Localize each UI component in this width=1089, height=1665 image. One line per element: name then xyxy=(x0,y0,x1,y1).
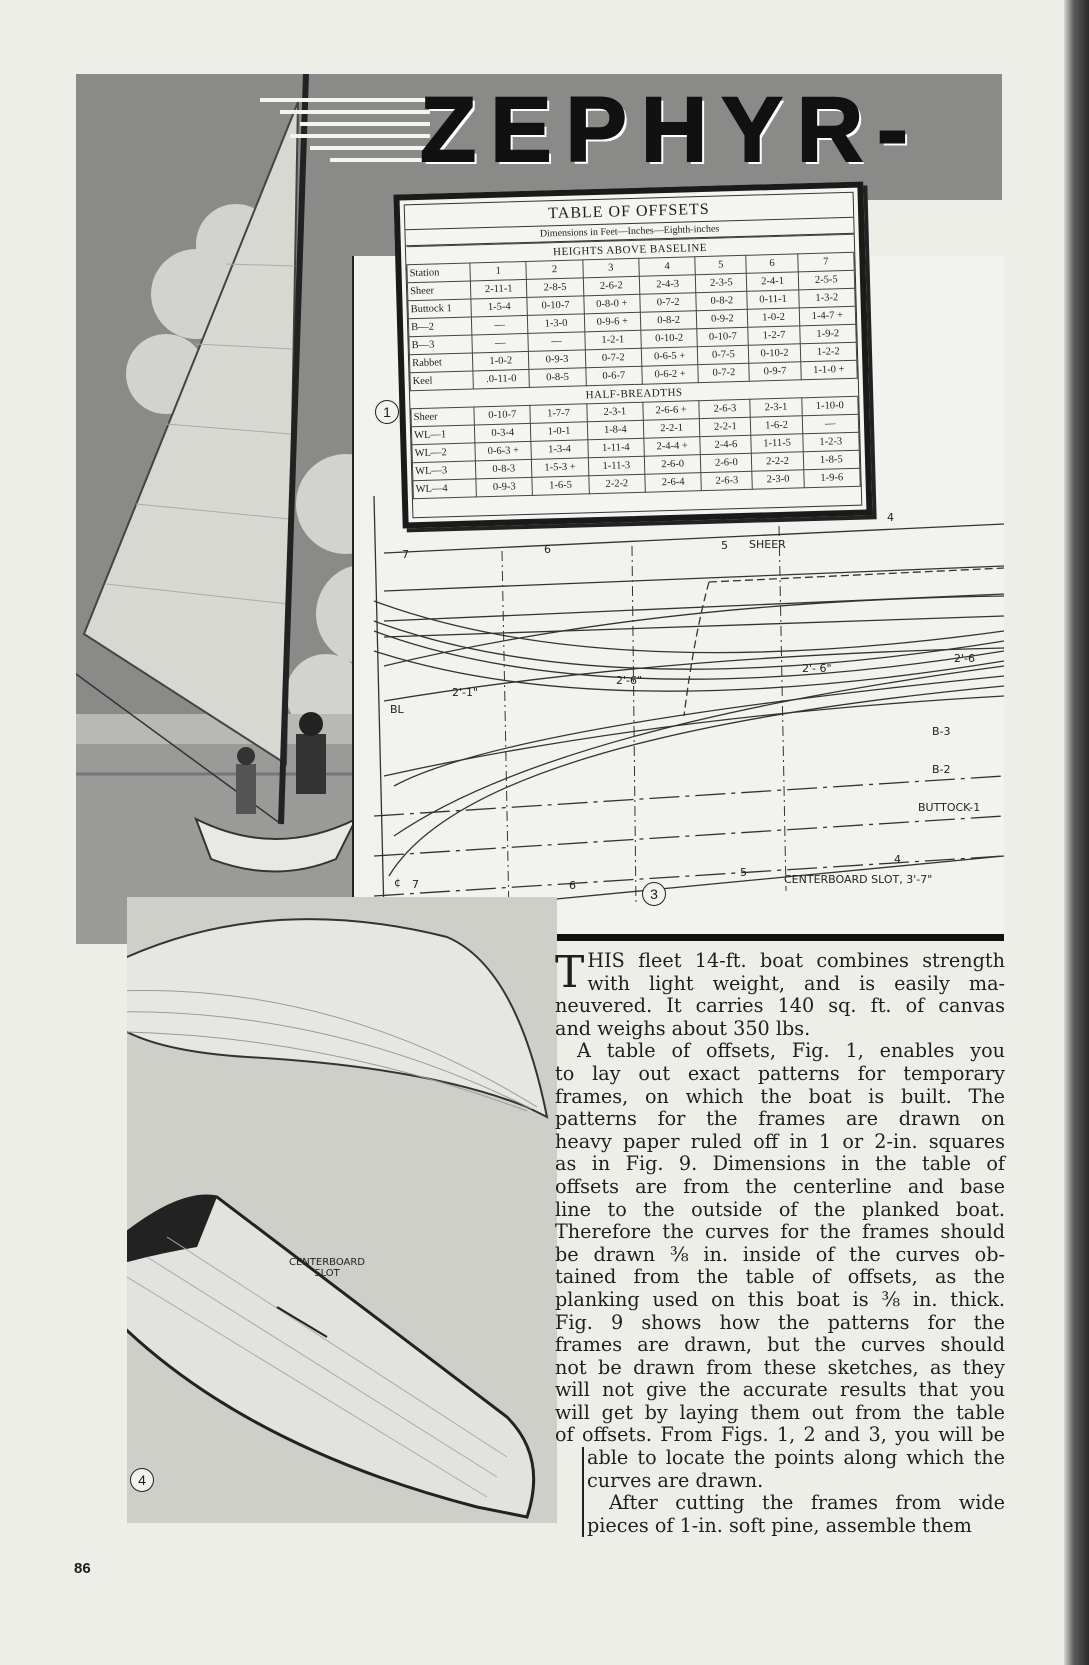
figure-1-number: 1 xyxy=(375,400,399,424)
offset-value: 1-8-4 xyxy=(587,420,644,440)
text-line: pieces of 1-in. soft pine, assemble them xyxy=(582,1515,1005,1538)
hull-drawings xyxy=(127,897,557,1523)
offset-value: 1-11-3 xyxy=(588,456,645,476)
text-line: neuvered. It carries 140 sq. ft. of canvas xyxy=(555,994,1005,1018)
centerboard-slot-dimension: CENTERBOARD SLOT, 3'-7" xyxy=(784,873,933,886)
offset-value: 1-2-1 xyxy=(584,330,641,350)
offset-value: 1-5-4 xyxy=(471,297,528,317)
text-line: tained from the table of offsets, as the xyxy=(555,1265,1005,1289)
station-5-top-label: 5 xyxy=(721,539,728,552)
hull-illustrations xyxy=(127,897,557,1523)
title-speed-lines xyxy=(260,92,430,172)
offset-value: 0-7-2 xyxy=(640,293,697,313)
drop-cap: T xyxy=(555,947,585,998)
offset-value: 2-6-0 xyxy=(701,453,753,472)
row-label: B—3 xyxy=(409,335,472,355)
text-line: line to the outside of the planked boat. xyxy=(555,1197,1005,1221)
b3-label: B-3 xyxy=(932,725,951,738)
offset-value: 0-6-5 + xyxy=(641,347,698,367)
station-4-top-label: 4 xyxy=(887,511,894,524)
text-line: After cutting the frames from wide xyxy=(582,1492,1005,1515)
offset-value: 0-7-2 xyxy=(698,363,750,382)
offset-value: 0-8-2 xyxy=(696,291,748,310)
offset-value: 1-9-6 xyxy=(803,468,860,488)
dimension-2-6-a: 2'-6" xyxy=(616,674,643,687)
offset-value: — xyxy=(802,414,859,434)
centerboard-slot-label: CENTERBOARD SLOT xyxy=(288,1257,366,1279)
station-5-bottom-label: 5 xyxy=(740,866,747,879)
offset-value: 0-7-2 xyxy=(585,348,642,368)
paragraph-2 xyxy=(555,1040,1005,1492)
heights-heading: HEIGHTS ABOVE BASELINE xyxy=(406,234,853,264)
station-7-bottom-label: 7 xyxy=(412,878,419,891)
text-line: planking used on this boat is ⅜ in. thick. xyxy=(555,1287,1005,1311)
offset-value: 0-10-2 xyxy=(749,344,801,363)
offset-value: 1-6-5 xyxy=(532,476,589,496)
offset-value: 2-2-2 xyxy=(588,474,645,494)
text-line: and weighs about 350 lbs. xyxy=(555,1016,811,1040)
text-line: be drawn ⅜ in. inside of the curves ob- xyxy=(555,1242,1005,1266)
offset-value: 1-0-2 xyxy=(472,351,529,371)
offset-value: 0-11-1 xyxy=(747,290,799,309)
offset-value: — xyxy=(472,333,529,353)
offset-value: 1-6-2 xyxy=(751,416,803,435)
text-line: frames, on which the boat is built. The xyxy=(555,1084,1005,1108)
offset-value: 2-4-4 + xyxy=(644,437,701,457)
figure-3-number: 3 xyxy=(642,882,666,906)
offset-value: 1-0-1 xyxy=(531,422,588,442)
offset-value: 0-8-2 xyxy=(640,311,697,331)
offset-value: 1-3-4 xyxy=(531,440,588,460)
offset-value: 1-2-7 xyxy=(748,326,800,345)
text-line: Fig. 9 shows how the patterns for the xyxy=(555,1310,1005,1334)
page-title: ZEPHYR- xyxy=(420,79,922,181)
offset-value: 1-9-2 xyxy=(799,324,856,344)
offset-value: 1-4-7 + xyxy=(799,306,856,326)
offset-value: 2-4-6 xyxy=(700,435,752,454)
text-line: curves are drawn. xyxy=(582,1470,1005,1493)
offset-value: 2-6-4 xyxy=(645,473,702,493)
table-of-offsets xyxy=(393,182,872,529)
offset-value: 0-8-5 xyxy=(529,368,586,388)
station-number: 2 xyxy=(526,260,583,280)
text-line: patterns for the frames are drawn on xyxy=(555,1107,1005,1131)
offset-value: 1-11-5 xyxy=(751,434,803,453)
offset-value: 0-8-3 xyxy=(475,459,532,479)
offset-value: 2-6-3 xyxy=(701,471,753,490)
text-line: A table of offsets, Fig. 1, enables you xyxy=(577,1039,1005,1063)
text-line: able to locate the points along which the xyxy=(582,1447,1005,1470)
offset-value: 0-9-7 xyxy=(749,362,801,381)
offset-value: 1-8-5 xyxy=(803,450,860,470)
offset-value: 0-6-2 + xyxy=(642,365,699,385)
row-label: WL—4 xyxy=(413,479,476,499)
figure-4-number: 4 xyxy=(130,1468,154,1492)
baseline-label: BL xyxy=(390,703,404,716)
offset-value: 2-3-5 xyxy=(696,273,748,292)
offset-value: 1-2-3 xyxy=(802,432,859,452)
text-line: with light weight, and is easily ma- xyxy=(587,971,1005,995)
offset-value: 1-7-7 xyxy=(530,404,587,424)
station-number: 6 xyxy=(746,254,798,273)
offset-value: 0-9-3 xyxy=(476,477,533,497)
page-binding-edge xyxy=(1064,0,1089,1665)
offset-value: 2-6-6 + xyxy=(643,401,700,421)
dimension-2-1: 2'-1" xyxy=(452,686,479,699)
dimension-2-6-b: 2'- 6" xyxy=(802,662,832,675)
row-label: WL—1 xyxy=(411,425,474,445)
dimension-2-6-c: 2'-6 xyxy=(954,652,975,665)
offset-value: 1-2-2 xyxy=(800,342,857,362)
offset-value: 2-6-3 xyxy=(699,399,751,418)
offset-value: 1-3-0 xyxy=(528,314,585,334)
station-number: 1 xyxy=(470,261,527,281)
table-title: TABLE OF OFFSETS xyxy=(405,193,854,230)
row-label: B—2 xyxy=(408,317,471,337)
offset-value: 2-3-1 xyxy=(586,402,643,422)
text-line: frames are drawn, but the curves should xyxy=(555,1333,1005,1357)
station-number: 7 xyxy=(797,252,854,272)
row-label: WL—3 xyxy=(412,461,475,481)
offset-value: .0-11-0 xyxy=(473,369,530,389)
text-line: offsets are from the centerline and base xyxy=(555,1174,1005,1198)
offset-value: 0-9-2 xyxy=(697,309,749,328)
offset-value: — xyxy=(528,332,585,352)
table-subtitle: Dimensions in Feet—Inches—Eighth-inches xyxy=(405,218,853,247)
offset-value: 2-2-1 xyxy=(643,419,700,439)
centerline-symbol: ¢ xyxy=(394,876,401,889)
station-7-top-label: 7 xyxy=(402,548,409,561)
b2-label: B-2 xyxy=(932,763,951,776)
offset-value: 2-6-2 xyxy=(583,276,640,296)
text-line: as in Fig. 9. Dimensions in the table of xyxy=(555,1152,1005,1176)
station-number: 3 xyxy=(582,258,639,278)
offsets-table xyxy=(406,234,861,499)
offset-value: 2-3-0 xyxy=(752,470,804,489)
text-line: to lay out exact patterns for temporary xyxy=(555,1061,1005,1085)
offset-value: 2-2-1 xyxy=(700,417,752,436)
offset-value: 0-9-6 + xyxy=(584,312,641,332)
offset-value: 2-3-1 xyxy=(750,398,802,417)
station-number: 5 xyxy=(695,255,747,274)
offset-value: 1-0-2 xyxy=(748,308,800,327)
offset-value: 2-8-5 xyxy=(527,278,584,298)
offset-value: 0-3-4 xyxy=(474,423,531,443)
paragraph-3 xyxy=(555,1492,1005,1537)
offset-value: 1-5-3 + xyxy=(532,458,589,478)
offset-value: 2-5-5 xyxy=(798,270,855,290)
paragraph-1 xyxy=(555,947,1005,1040)
text-line: will not give the accurate results that you xyxy=(555,1378,1005,1402)
offset-value: 0-10-7 xyxy=(697,327,749,346)
offset-value: 0-7-5 xyxy=(698,345,750,364)
buttock-1-label: BUTTOCK-1 xyxy=(918,801,981,814)
station-6-bottom-label: 6 xyxy=(569,879,576,892)
offset-value: 0-6-3 + xyxy=(475,441,532,461)
row-label: Keel xyxy=(410,371,473,391)
row-label: Buttock 1 xyxy=(408,299,471,319)
offset-value: 2-4-3 xyxy=(639,275,696,295)
offset-value: 2-11-1 xyxy=(470,279,527,299)
offset-value: 0-10-7 xyxy=(474,405,531,425)
offset-value: 0-8-0 + xyxy=(583,294,640,314)
offset-value: 0-10-2 xyxy=(641,329,698,349)
offset-value: 1-11-4 xyxy=(587,438,644,458)
half-breadths-heading: HALF-BREADTHS xyxy=(410,378,857,408)
page-number: 86 xyxy=(74,1560,91,1577)
row-label: WL—2 xyxy=(412,443,475,463)
text-line: HIS fleet 14-ft. boat combines strength xyxy=(587,949,1005,972)
offset-value: 2-4-1 xyxy=(747,272,799,291)
text-line: will get by laying them out from the table xyxy=(555,1400,1005,1424)
article-body xyxy=(555,947,1005,1537)
offset-value: 2-6-0 xyxy=(644,455,701,475)
text-line: not be drawn from these sketches, as they xyxy=(555,1355,1005,1379)
offset-value: 2-2-2 xyxy=(752,452,804,471)
station-4-bottom-label: 4 xyxy=(894,853,901,866)
offset-value: — xyxy=(471,315,528,335)
offset-value: 0-9-3 xyxy=(529,350,586,370)
offset-value: 0-6-7 xyxy=(585,366,642,386)
station-label: Station xyxy=(407,263,470,283)
offset-value: 1-3-2 xyxy=(798,288,855,308)
sheer-label: SHEER xyxy=(749,538,786,551)
row-label: Sheer xyxy=(407,281,470,301)
row-label: Sheer xyxy=(411,407,474,427)
offset-value: 0-10-7 xyxy=(527,296,584,316)
text-line: Therefore the curves for the frames should xyxy=(555,1220,1005,1244)
text-line: of offsets. From Figs. 1, 2 and 3, you will be xyxy=(555,1423,1005,1447)
row-label: Rabbet xyxy=(409,353,472,373)
offset-value: 1-10-0 xyxy=(801,396,858,416)
text-line: heavy paper ruled off in 1 or 2-in. squares xyxy=(555,1129,1005,1153)
station-number: 4 xyxy=(639,257,696,277)
offset-value: 1-1-0 + xyxy=(800,360,857,380)
station-6-top-label: 6 xyxy=(544,543,551,556)
